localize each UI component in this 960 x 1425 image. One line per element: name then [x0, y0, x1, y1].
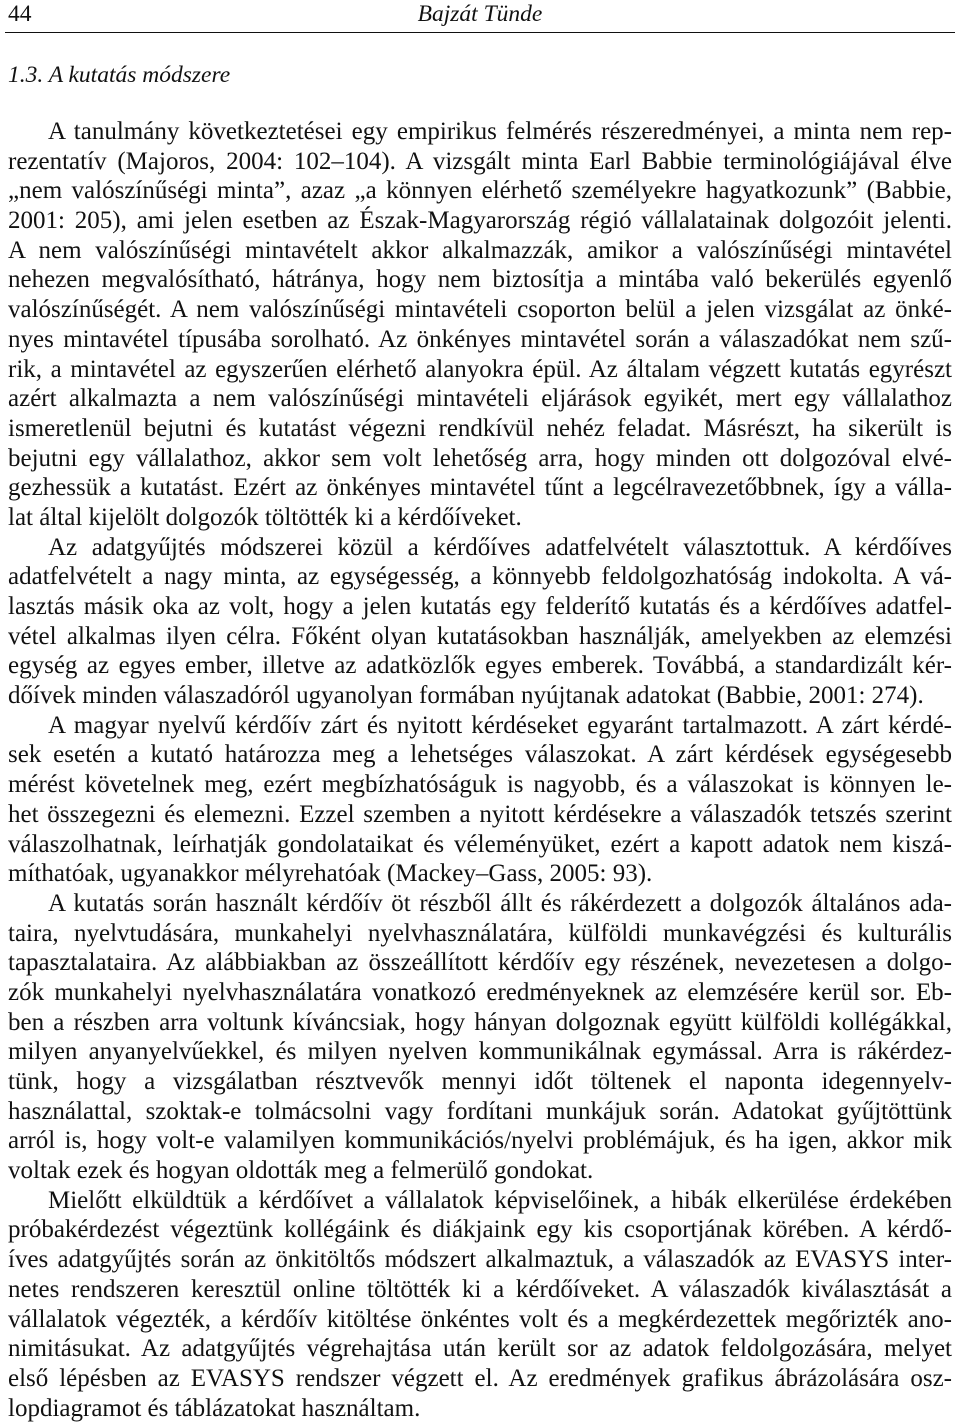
text-line: rik, a mintavétel az egyszerűen elérhető alanyokra épül. Az általam végzett kutatás egyrészt: [8, 355, 952, 383]
page-number: 44: [8, 1, 32, 27]
text-line: lasztás másik oka az volt, hogy a jelen kutatás egy felderítő kutatás és a kérdőíves adatfel-: [8, 593, 952, 620]
text-line: nyes mintavétel típusába sorolható. Az önkényes mintavétel során a válaszadókat nem szű-: [8, 325, 952, 353]
text-line: gezhessük a kutatást. Ezért az önkényes mintavétel tűnt a legcélravezetőbbnek, így a válla-: [8, 474, 952, 502]
text-line: adatfelvételt a nagy minta, az egységesség, a könnyebb feldolgozhatóság indokolta. A vá-: [8, 563, 952, 591]
text-line: valószínűségét. A nem valószínűségi mintavételi csoporton belül a jelen vizsgálat az önké-: [8, 296, 952, 324]
text-line: vállalatok végezték, a kérdőív kitöltése önkéntes volt és a megkérdezettek megőrizték ano-: [8, 1305, 952, 1333]
text-line: nimitásukat. Az adatgyűjtés végrehajtása után került sor az adatok feldolgozására, melyet: [8, 1335, 952, 1363]
text-line: A magyar nyelvű kérdőív zárt és nyitott kérdéseket egyaránt tartalmazott. A zárt kérdé-: [48, 711, 952, 739]
text-line: milyen anyanyelvűekkel, és milyen nyelven kommunikálnak egymással. Arra is rákérdez-: [8, 1038, 952, 1066]
text-line: mérést követelnek meg, ezért megbízhatóságuk is nagyobb, és a válaszokat is könnyen le-: [8, 771, 952, 799]
text-line: A nem valószínűségi mintavételt akkor alkalmazzák, amikor a valószínűségi mintavétel: [8, 236, 952, 264]
text-line: tapasztalataira. Az alábbiakban az összeállított kérdőív egy részének, nevezetesen a dolgo-: [8, 949, 952, 977]
text-line: tünk, hogy a vizsgálatban résztvevők mennyi időt töltenek el naponta idegennyelv-: [8, 1068, 952, 1095]
text-line: 2001: 205), ami jelen esetben az Észak-Magyarország régió vállalatainak dolgozóit jelenti.: [8, 207, 952, 235]
running-head-author: Bajzát Tünde: [417, 1, 543, 27]
text-line: ismeretlenül bejutni és kutatást végezni rendkívül nehéz feladat. Másrészt, ha sikerült is: [8, 414, 952, 442]
text-line: próbakérdezést végeztünk kollégáink és diákjaink egy kis csoportjának körében. A kérdő-: [8, 1216, 952, 1244]
text-line: het összegezni és elemezni. Ezzel szemben a nyitott kérdésekre a válaszadók tetszés szerint: [8, 800, 952, 828]
text-line: lat által kijelölt dolgozók töltötték ki a kérdőíveket.: [8, 503, 522, 531]
text-line: íves adatgyűjtés során az önkitöltős módszert alkalmaztuk, a válaszadók az EVASYS inter-: [8, 1246, 952, 1274]
body-text: [8, 117, 952, 1423]
text-line: „nem valószínűségi minta”, azaz „a könnyen elérhető személyekre hagyatkozunk” (Babbie,: [8, 177, 952, 205]
text-line: voltak ezek és hogyan oldották meg a felmerülő gondokat.: [8, 1157, 594, 1185]
text-line: rezentatív (Majoros, 2004: 102–104). A vizsgált minta Earl Babbie terminológiájával élve: [8, 147, 952, 175]
page-header: [5, 0, 955, 33]
text-line: dőívek minden válaszadóról ugyanolyan formában nyújtanak adatokat (Babbie, 2001: 274).: [8, 682, 924, 710]
text-line: Az adatgyűjtés módszerei közül a kérdőíves adatfelvételt választottuk. A kérdőíves: [48, 533, 952, 561]
paragraph: [8, 889, 952, 1186]
text-line: egység az egyes ember, illetve az adatközlők egyes emberek. Továbbá, a standardizált kér-: [8, 652, 952, 680]
text-line: míthatóak, ugyanakkor mélyrehatóak (Mackey–Gass, 2005: 93).: [8, 860, 653, 888]
text-line: A tanulmány következtetései egy empirikus felmérés részeredményei, a minta nem rep-: [48, 118, 952, 145]
text-line: lopdiagramot és táblázatokat használtam.: [8, 1394, 421, 1422]
text-line: netes rendszeren keresztül online töltötték ki a kérdőíveket. A válaszadók kiválasztását a: [8, 1275, 952, 1303]
paragraph: [8, 1186, 952, 1424]
text-line: sek esetén a kutató határozza meg a lehetséges válaszokat. A zárt kérdések egységesebb: [8, 741, 952, 769]
text-line: azért alkalmazta a nem valószínűségi mintavételi eljárások egyikét, mert egy vállalathoz: [8, 385, 952, 413]
text-line: használattal, szoktak-e tolmácsolni vagy fordítani munkájuk során. Adatokat gyűjtöttünk: [8, 1097, 952, 1125]
text-line: válaszolhatnak, leírhatják gondolataikat és véleményüket, ezért a kapott adatok nem kiszá-: [8, 830, 952, 858]
section-heading: 1.3. A kutatás módszere: [8, 62, 231, 88]
text-line: bejutni egy vállalathoz, akkor sem volt lehetőség arra, hogy minden ott dolgozóval elvé-: [8, 444, 952, 472]
text-line: első lépésben az EVASYS rendszer végzett el. Az eredmények grafikus ábrázolására osz-: [8, 1364, 952, 1392]
paragraph: [8, 117, 952, 533]
text-line: zók munkahelyi nyelvhasználatára vonatkozó eredményeknek az elemzésére kerül sor. Eb-: [8, 978, 952, 1006]
text-line: vétel alkalmas ilyen célra. Főként olyan kutatásokban használják, amelyekben az elemzési: [8, 622, 952, 650]
paragraph: [8, 533, 952, 711]
text-line: A kutatás során használt kérdőív öt részből állt és rákérdezett a dolgozók általános ada-: [48, 889, 952, 917]
text-line: arról is, hogy volt-e valamilyen kommunikációs/nyelvi problémájuk, és ha igen, akkor mik: [8, 1127, 952, 1155]
paragraph: [8, 711, 952, 889]
text-line: nehezen megvalósítható, hátránya, hogy nem biztosítja a mintába való bekerülés egyenlő: [8, 266, 952, 294]
text-line: ben a részben arra voltunk kíváncsiak, hogy hányan dolgoznak együtt külföldi kollégákkal,: [8, 1008, 952, 1036]
text-line: Mielőtt elküldtük a kérdőívet a vállalatok képviselőinek, a hibák elkerülése érdekében: [48, 1186, 952, 1214]
text-line: taira, nyelvtudására, munkahelyi nyelvhasználatára, külföldi munkavégzési és kulturális: [8, 919, 952, 947]
